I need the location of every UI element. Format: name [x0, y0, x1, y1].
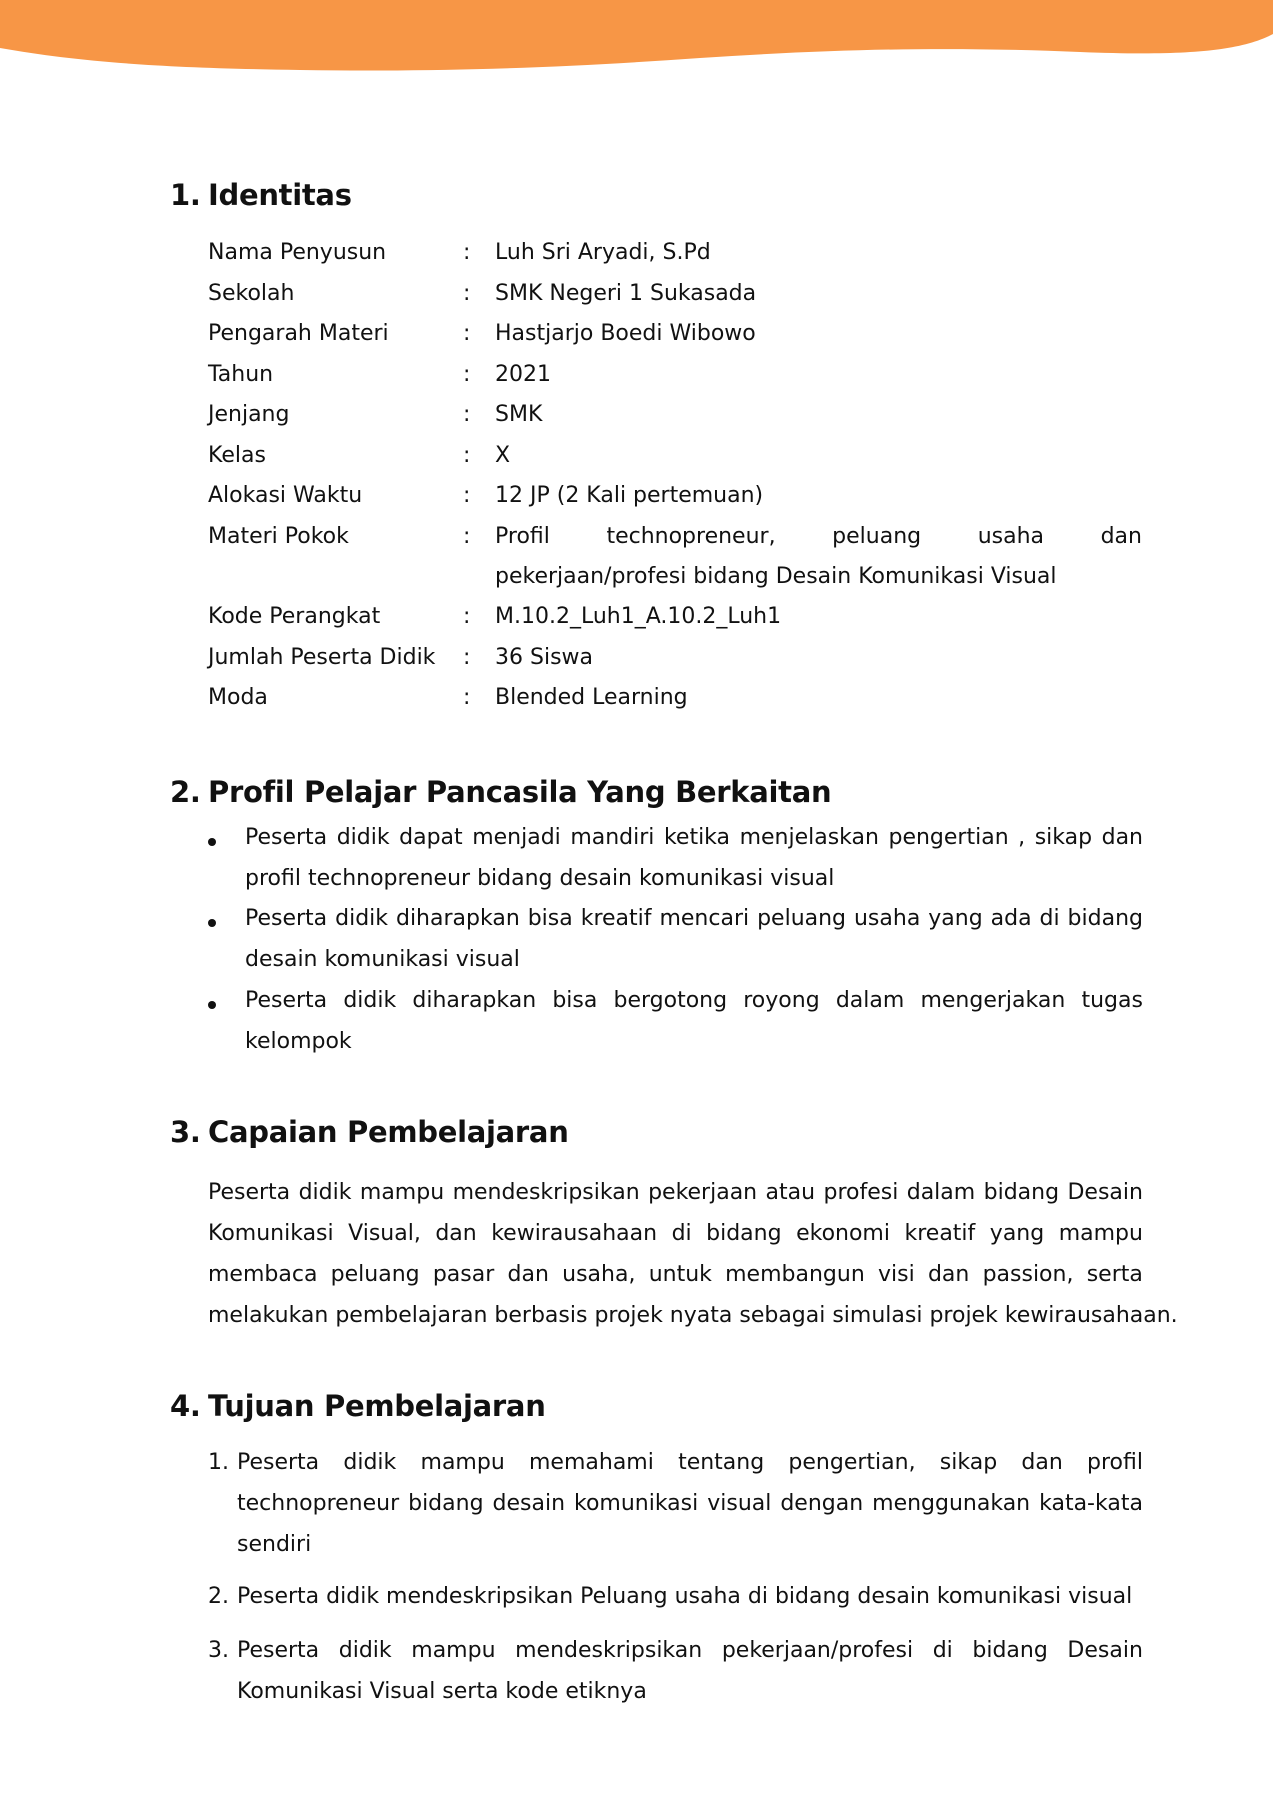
word: didik: [343, 1450, 397, 1475]
word: usaha: [977, 524, 1044, 549]
word: tentang: [678, 1450, 765, 1475]
word: ada: [990, 906, 1032, 931]
word: usaha: [853, 906, 921, 931]
word: mampu: [420, 1450, 505, 1475]
word: ,: [1018, 825, 1026, 850]
section-heading-profil: [170, 775, 831, 809]
row-label: Moda: [208, 685, 268, 710]
word: Peserta: [245, 988, 328, 1013]
word: mampu: [359, 1180, 445, 1205]
row-colon: :: [463, 443, 471, 468]
header-wave-decoration: [0, 0, 1273, 72]
word: kewirausahaan: [491, 1221, 658, 1246]
word: kata-kata: [1039, 1491, 1143, 1516]
row-label: Kelas: [208, 443, 266, 468]
word: technopreneur,: [606, 524, 776, 549]
word: Peserta: [237, 1638, 320, 1663]
bullet-icon: [208, 1001, 216, 1009]
row-value-line: pekerjaan/profesi bidang Desain Komunikasi Visual: [495, 564, 1057, 589]
list-line: Komunikasi Visual serta kode etiknya: [237, 1679, 647, 1704]
section-heading-tujuan: [170, 1389, 546, 1423]
word: Peserta: [237, 1450, 320, 1475]
word: dan: [507, 1262, 549, 1287]
row-label: Materi Pokok: [208, 524, 349, 549]
bullet-line: profil technopreneur bidang desain komunikasi visual: [245, 866, 835, 891]
bullet-line: [245, 906, 1143, 931]
word: royong: [743, 988, 820, 1013]
section-heading-capaian: [170, 1115, 569, 1149]
word: bidang: [706, 1221, 782, 1246]
word: visual: [707, 1491, 772, 1516]
word: bisa: [527, 906, 573, 931]
word: pasar: [432, 1262, 495, 1287]
list-line: [237, 1491, 1143, 1516]
word: yang: [928, 906, 983, 931]
word: peluang: [757, 906, 847, 931]
row-value: 2021: [495, 362, 551, 387]
word: dalam: [835, 988, 905, 1013]
word: Desain: [1067, 1180, 1143, 1205]
bullet-icon: [208, 838, 216, 846]
word: usaha,: [562, 1262, 636, 1287]
word: pekerjaan/profesi: [721, 1638, 914, 1663]
word: menggunakan: [872, 1491, 1031, 1516]
word: didik: [298, 1180, 352, 1205]
word: di: [932, 1638, 953, 1663]
word: Profil: [495, 524, 550, 549]
word: sikap: [939, 1450, 998, 1475]
row-colon: :: [463, 362, 471, 387]
word: bisa: [552, 988, 598, 1013]
word: menjelaskan: [739, 825, 879, 850]
row-colon: :: [463, 402, 471, 427]
row-colon: :: [463, 321, 471, 346]
row-value: Blended Learning: [495, 685, 688, 710]
word: dalam: [906, 1180, 976, 1205]
bullet-line: kelompok: [245, 1029, 352, 1054]
row-label: Sekolah: [208, 281, 295, 306]
word: kreatif: [580, 906, 652, 931]
word: didik: [343, 988, 397, 1013]
word: technopreneur: [237, 1491, 400, 1516]
word: bidang: [972, 1638, 1048, 1663]
word: membangun: [725, 1262, 865, 1287]
word: mampu: [1058, 1221, 1143, 1246]
word: pengertian: [888, 825, 1009, 850]
word: dan: [1021, 1450, 1063, 1475]
row-value-line: [495, 524, 1142, 549]
word: di: [1039, 906, 1060, 931]
row-value: SMK Negeri 1 Sukasada: [495, 281, 757, 306]
row-value: Hastjarjo Boedi Wibowo: [495, 321, 756, 346]
row-label: Alokasi Waktu: [208, 483, 363, 508]
row-label: Pengarah Materi: [208, 321, 389, 346]
word: Komunikasi: [208, 1221, 334, 1246]
list-line: [237, 1450, 1143, 1475]
word: serta: [1086, 1262, 1143, 1287]
section-title: Profil Pelajar Pancasila Yang Berkaitan: [208, 775, 832, 809]
word: kreatif: [904, 1221, 976, 1246]
word: tugas: [1081, 988, 1143, 1013]
word: memahami: [529, 1450, 654, 1475]
bullet-line: [245, 988, 1143, 1013]
row-value: X: [495, 443, 511, 468]
word: profesi: [823, 1180, 899, 1205]
row-colon: :: [463, 483, 471, 508]
word: peluang: [330, 1262, 420, 1287]
row-value: 36 Siswa: [495, 645, 594, 670]
word: mandiri: [570, 825, 655, 850]
word: mendeskripsikan: [515, 1638, 703, 1663]
word: dapat: [399, 825, 463, 850]
word: didik: [338, 1638, 392, 1663]
list-number: 1.: [208, 1450, 229, 1475]
word: Peserta: [245, 906, 328, 931]
row-label: Jumlah Peserta Didik: [208, 645, 436, 670]
row-colon: :: [463, 240, 471, 265]
paragraph-line: [208, 1221, 1143, 1246]
word: di: [671, 1221, 692, 1246]
word: untuk: [648, 1262, 712, 1287]
word: ketika: [663, 825, 731, 850]
word: mampu: [411, 1638, 496, 1663]
word: dan: [927, 1262, 970, 1287]
word: peluang: [832, 524, 922, 549]
word: Peserta: [245, 825, 328, 850]
row-value: M.10.2_Luh1_A.10.2_Luh1: [495, 604, 782, 629]
word: bidang: [983, 1180, 1060, 1205]
row-colon: :: [463, 524, 471, 549]
bullet-icon: [208, 919, 216, 927]
paragraph-line: melakukan pembelajaran berbasis projek nyata sebagai simulasi projek kewirausahaan.: [208, 1303, 1178, 1328]
word: mengerjakan: [920, 988, 1066, 1013]
word: desain: [492, 1491, 566, 1516]
row-value: 12 JP (2 Kali pertemuan): [495, 483, 764, 508]
word: ekonomi: [796, 1221, 890, 1246]
word: didik: [335, 906, 389, 931]
word: pengertian,: [788, 1450, 916, 1475]
section-title: Tujuan Pembelajaran: [208, 1389, 546, 1423]
paragraph-line: [208, 1180, 1143, 1205]
word: pekerjaan: [648, 1180, 758, 1205]
word: membaca: [208, 1262, 318, 1287]
row-value: Luh Sri Aryadi, S.Pd: [495, 240, 711, 265]
row-label: Nama Penyusun: [208, 240, 387, 265]
word: didik: [336, 825, 390, 850]
section-number: 4.: [170, 1389, 201, 1423]
word: dan: [435, 1221, 477, 1246]
word: dan: [1100, 524, 1142, 549]
row-colon: :: [463, 281, 471, 306]
row-label: Kode Perangkat: [208, 604, 381, 629]
row-label: Tahun: [208, 362, 274, 387]
word: passion,: [982, 1262, 1074, 1287]
word: bidang: [1067, 906, 1143, 931]
list-number: 3.: [208, 1638, 229, 1663]
list-line: Peserta didik mendeskripsikan Peluang usaha di bidang desain komunikasi visual: [237, 1584, 1133, 1609]
word: dengan: [780, 1491, 864, 1516]
section-title: Identitas: [208, 178, 352, 212]
row-colon: :: [463, 685, 471, 710]
section-number: 3.: [170, 1115, 201, 1149]
row-value: SMK: [495, 402, 543, 427]
word: mendeskripsikan: [452, 1180, 640, 1205]
word: Desain: [1067, 1638, 1143, 1663]
word: sikap: [1034, 825, 1093, 850]
word: diharapkan: [395, 906, 520, 931]
word: bergotong: [613, 988, 728, 1013]
list-line: sendiri: [237, 1532, 312, 1557]
word: diharapkan: [412, 988, 537, 1013]
row-colon: :: [463, 604, 471, 629]
row-label: Jenjang: [208, 402, 290, 427]
word: mencari: [659, 906, 750, 931]
list-number: 2.: [208, 1584, 229, 1609]
word: bidang: [408, 1491, 484, 1516]
word: yang: [989, 1221, 1045, 1246]
word: atau: [765, 1180, 816, 1205]
section-number: 1.: [170, 178, 201, 212]
word: visi: [878, 1262, 915, 1287]
paragraph-line: [208, 1262, 1143, 1287]
word: Visual,: [348, 1221, 421, 1246]
header-wave-shape: [0, 0, 1273, 71]
word: Peserta: [208, 1180, 291, 1205]
word: komunikasi: [573, 1491, 699, 1516]
word: profil: [1087, 1450, 1143, 1475]
row-colon: :: [463, 645, 471, 670]
bullet-line: [245, 825, 1143, 850]
section-number: 2.: [170, 775, 201, 809]
section-heading-identitas: [170, 178, 352, 212]
list-line: [237, 1638, 1143, 1663]
section-title: Capaian Pembelajaran: [208, 1115, 569, 1149]
bullet-line: desain komunikasi visual: [245, 947, 520, 972]
word: dan: [1101, 825, 1143, 850]
word: menjadi: [472, 825, 561, 850]
